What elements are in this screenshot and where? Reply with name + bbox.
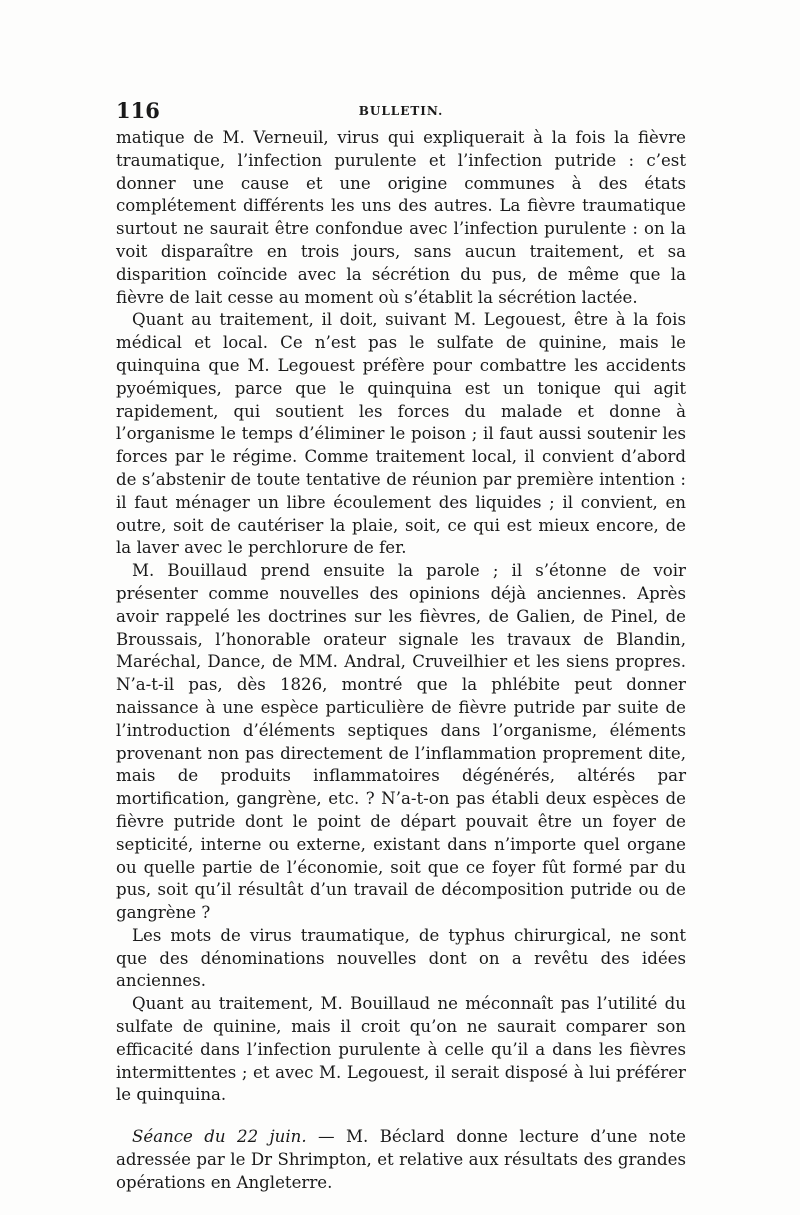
- paragraph: Quant au traitement, il doit, suivant M. Legouest, être à la fois médical et local. Ce n’est pas le sulfate de quinine, mais le quinquina que M. Legouest préfère pour combattre les accidents pyoémiques, parce que le quinquina est un tonique qui agit rapidement, qui soutient les forces du malade et donne à l’organisme le temps d’éliminer le poison ; il faut aussi soutenir les forces par le régime. Comme traitement local, il convient d’abord de s’abstenir de toute tentative de réunion par première intention : il faut ménager un libre écoulement des liquides ; il convient, en outre, soit de cautériser la plaie, soit, ce qui est mieux encore, de la laver avec le perchlorure de fer.: [116, 310, 686, 558]
- seance-paragraph: [116, 1126, 686, 1194]
- seance-date: Séance du 22 juin.: [132, 1127, 307, 1147]
- page-number: 116: [116, 98, 160, 123]
- body-text: [116, 127, 686, 1195]
- seance-text: — M. Béclard donne lecture d’une note adressée par le Dr Shrimpton, et relative aux résultats des grandes opérations en Angleterre.: [116, 1127, 687, 1192]
- paragraph: Quant au traitement, M. Bouillaud ne méconnaît pas l’utilité du sulfate de quinine, mais il croit qu’on ne saurait comparer son efficacité dans l’infection purulente à celle qu’il a dans les fièvres intermittentes ; et avec M. Legouest, il serait disposé à lui préférer le quinquina.: [116, 994, 686, 1105]
- paragraph: M. Bouillaud prend ensuite la parole ; il s’étonne de voir présenter comme nouvelles des opinions déjà anciennes. Après avoir rappelé les doctrines sur les fièvres, de Galien, de Pinel, de Broussais, l’honorable orateur signale les travaux de Blandin, Maréchal, Dance, de MM. Andral, Cruveilhier et les siens propres. N’a-t-il pas, dès 1826, montré que la phlébite peut donner naissance à une espèce particulière de fièvre putride par suite de l’introduction d’éléments septiques dans l’organisme, éléments provenant non pas directement de l’inflammation proprement dite, mais de produits inflammatoires dégénérés, altérés par mortification, gangrène, etc. ? N’a-t-on pas établi deux espèces de fièvre putride dont le point de départ pouvait être un foyer de septicité, interne ou externe, existant dans n’importe quel organe ou quelle partie de l’économie, soit que ce foyer fût formé par du pus, soit qu’il résultât d’un travail de décomposition putride ou de gangrène ?: [116, 561, 686, 923]
- running-title: BULLETIN.: [358, 104, 444, 118]
- page-header: [116, 98, 686, 124]
- paragraph: matique de M. Verneuil, virus qui expliquerait à la fois la fièvre traumatique, l’infection purulente et l’infection putride : c’est donner une cause et une origine communes à des états complétement différents les uns des autres. La fièvre traumatique surtout ne saurait être confondue avec l’infection purulente : on la voit disparaître en trois jours, sans aucun traitement, et sa disparition coïncide avec la sécrétion du pus, de même que la fièvre de lait cesse au moment où s’établit la sécrétion lactée.: [116, 128, 686, 307]
- paragraph: Les mots de virus traumatique, de typhus chirurgical, ne sont que des dénominations nouvelles dont on a revêtu des idées anciennes.: [116, 925, 686, 991]
